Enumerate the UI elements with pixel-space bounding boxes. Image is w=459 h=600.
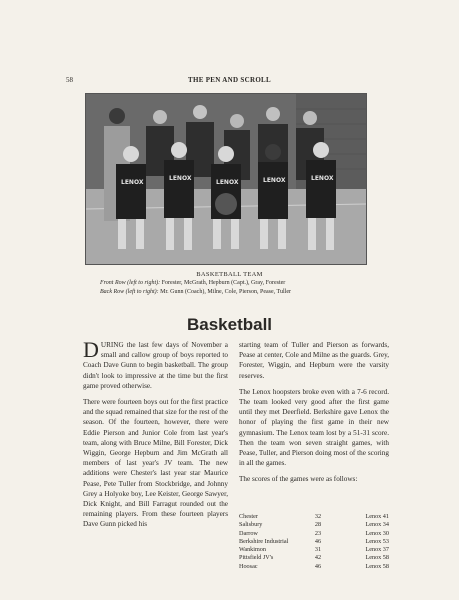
score-row (239, 546, 394, 554)
score-team: Berkshire Industrial (239, 537, 289, 545)
svg-text:LENOX: LENOX (216, 179, 239, 186)
score-opponent: 28 (314, 521, 322, 529)
score-lenox: Lenox 58 (365, 562, 389, 570)
score-lenox: Lenox 34 (365, 521, 389, 529)
score-opponent: 23 (314, 529, 322, 537)
score-lenox: Lenox 58 (365, 554, 389, 562)
paragraph: There were fourteen boys out for the first practice and the squad remained that size for the rest of the season. Of the fourteen, however, there were Eddie Pierson and Junior Cole from last year's team, along with Bruce Milne, Bill Forester, Dick Wiggin, George Hepburn and Jim McGrath all members of last year's JV team. The new additions were Chester's last year star Maurice Pease, Pete Tuller from Stockbridge, and Johnny Grey a Holyoke boy, Lee Keister, George Sawyer, Dick Knight, and Bill Farragut rounded out the remaining players. From these fourteen players Dave Gunn picked his (83, 398, 228, 529)
paragraph: starting team of Tuller and Pierson as forwards, Pease at center, Cole and Milne as the guards. Grey, Forester, Wiggin, and Hepburn were the varsity reserves. (239, 341, 389, 380)
team-photo (85, 93, 367, 265)
svg-text:LENOX: LENOX (169, 175, 192, 182)
score-opponent: 46 (314, 562, 322, 570)
score-team: Chester (239, 513, 258, 520)
front-row-names: Forester, McGrath, Hepburn (Capt.), Gray, Forester (161, 280, 286, 286)
score-row (239, 554, 394, 562)
running-header: THE PEN AND SCROLL (188, 76, 271, 84)
paragraph (83, 337, 228, 391)
score-opponent: 31 (314, 546, 322, 554)
score-opponent: 46 (314, 537, 322, 545)
score-opponent: 42 (314, 554, 322, 562)
front-row-label: Front Row (left to right): (100, 280, 161, 286)
score-lenox: Lenox 53 (365, 537, 389, 545)
score-lenox: Lenox 37 (365, 546, 389, 554)
caption-front-row (100, 280, 420, 286)
back-row-label: Back Row (left to right): (100, 289, 159, 295)
score-row (239, 530, 394, 538)
scores-table (239, 513, 394, 571)
score-row (239, 563, 394, 571)
score-row (239, 521, 394, 529)
score-opponent: 32 (314, 513, 322, 520)
caption-back-row (100, 289, 420, 295)
caption-title: BASKETBALL TEAM (196, 271, 263, 278)
svg-text:LENOX: LENOX (263, 177, 286, 184)
back-row-names: Mr. Gunn (Coach), Milne, Cole, Pierson, Pease, Tuller (160, 289, 291, 295)
score-lenox: Lenox 41 (365, 513, 389, 520)
score-row (239, 538, 394, 546)
paragraph-text: URING the last few days of November a small and callow group of boys reported to Coach Dave Gunn to begin basketball. The group didn't look to impressive at the time but the first game proved otherwise. (83, 341, 228, 390)
score-lenox: Lenox 30 (365, 529, 389, 537)
svg-text:LENOX: LENOX (311, 175, 334, 182)
svg-text:LENOX: LENOX (121, 179, 144, 186)
team-photo-illustration (86, 94, 366, 264)
paragraph: The scores of the games were as follows: (239, 475, 358, 484)
score-team: Salisbury (239, 521, 263, 529)
score-team: Darrow (239, 529, 258, 537)
article-column-left (83, 337, 228, 536)
drop-cap: D (83, 337, 99, 362)
score-team: Wankimon (239, 546, 266, 554)
score-team: Hoosac (239, 562, 258, 570)
score-team: Pittsfield JV's (239, 554, 274, 562)
paragraph: The Lenox hoopsters broke even with a 7-6 record. The team looked very good after the first game until they met Deerfield. Berkshire gave Lenox the honor of playing the first game in their new gymnasium. The Lenox team lost by a 51-31 score. Then the team won seven straight games, with Pease, Tuller, and Pierson doing most of the scoring in all the games. (239, 387, 389, 468)
page-number: 58 (66, 76, 73, 84)
article-column-right (239, 340, 389, 491)
score-row (239, 513, 394, 521)
section-heading: Basketball (186, 315, 273, 334)
